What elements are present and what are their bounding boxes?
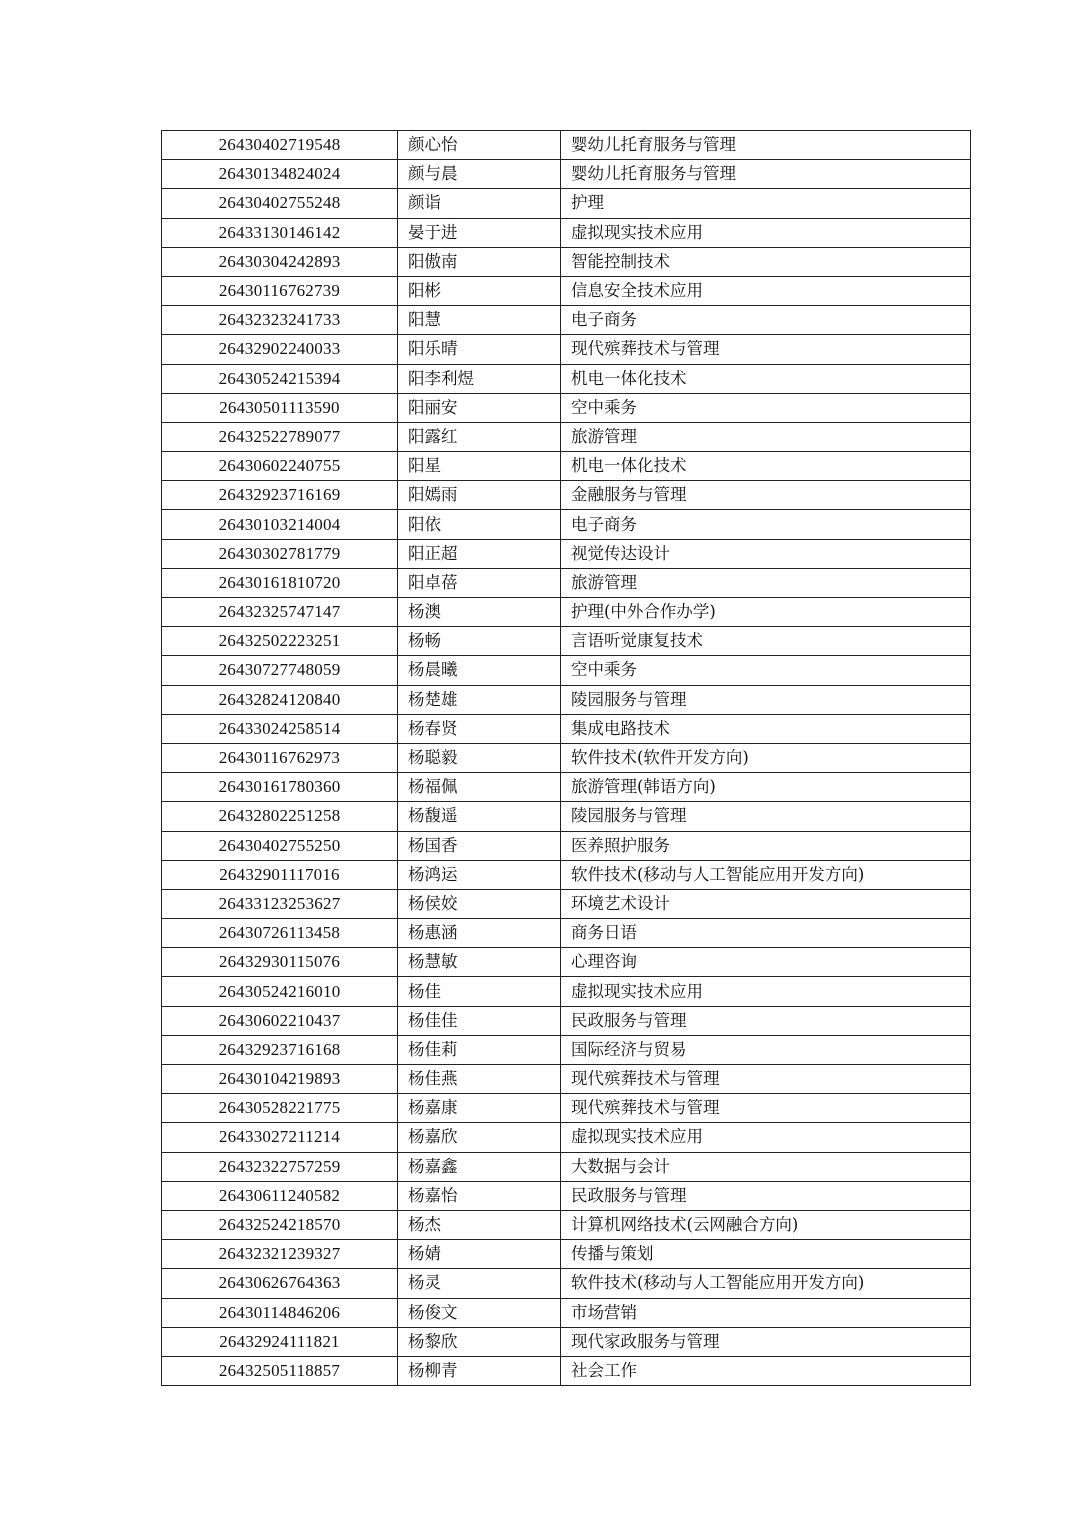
student-major-cell: 国际经济与贸易 [561,1035,971,1064]
student-id-cell: 26432923716168 [162,1035,398,1064]
student-name-cell: 杨国香 [398,831,561,860]
table-row [162,889,971,918]
student-name-cell: 杨馥遥 [398,802,561,831]
student-name-cell: 杨佳 [398,977,561,1006]
student-id-cell: 26430302781779 [162,539,398,568]
student-name-cell: 杨灵 [398,1269,561,1298]
table-row [162,1210,971,1239]
student-id-cell: 26430501113590 [162,393,398,422]
table-row [162,218,971,247]
table-row [162,160,971,189]
table-row [162,1181,971,1210]
table-row [162,1123,971,1152]
student-id-cell: 26433130146142 [162,218,398,247]
student-name-cell: 杨慧敏 [398,948,561,977]
student-major-cell: 现代殡葬技术与管理 [561,335,971,364]
student-id-cell: 26430611240582 [162,1181,398,1210]
student-id-cell: 26430161780360 [162,773,398,802]
student-major-cell: 陵园服务与管理 [561,802,971,831]
student-id-cell: 26432505118857 [162,1356,398,1385]
student-major-cell: 现代家政服务与管理 [561,1327,971,1356]
student-id-cell: 26430402719548 [162,131,398,160]
student-major-cell: 金融服务与管理 [561,481,971,510]
student-major-cell: 机电一体化技术 [561,364,971,393]
student-id-cell: 26432901117016 [162,860,398,889]
student-id-cell: 26432824120840 [162,685,398,714]
student-major-cell: 电子商务 [561,510,971,539]
table-row [162,306,971,335]
student-id-cell: 26432924111821 [162,1327,398,1356]
student-major-cell: 现代殡葬技术与管理 [561,1094,971,1123]
student-major-cell: 社会工作 [561,1356,971,1385]
student-major-cell: 智能控制技术 [561,247,971,276]
student-name-cell: 阳卓蓓 [398,568,561,597]
student-major-cell: 商务日语 [561,919,971,948]
student-major-cell: 电子商务 [561,306,971,335]
student-name-cell: 颜诣 [398,189,561,218]
student-major-cell: 言语听觉康复技术 [561,627,971,656]
student-id-cell: 26430116762973 [162,743,398,772]
student-id-cell: 26430402755250 [162,831,398,860]
student-name-cell: 杨嘉怡 [398,1181,561,1210]
student-id-cell: 26430103214004 [162,510,398,539]
student-id-cell: 26432322757259 [162,1152,398,1181]
student-major-cell: 旅游管理 [561,422,971,451]
roster-table-body [162,131,971,1386]
student-major-cell: 旅游管理(韩语方向) [561,773,971,802]
student-major-cell: 护理 [561,189,971,218]
student-id-cell: 26430626764363 [162,1269,398,1298]
student-major-cell: 空中乘务 [561,393,971,422]
student-id-cell: 26430114846206 [162,1298,398,1327]
student-major-cell: 计算机网络技术(云网融合方向) [561,1210,971,1239]
student-major-cell: 集成电路技术 [561,714,971,743]
student-name-cell: 阳傲南 [398,247,561,276]
table-row [162,802,971,831]
student-id-cell: 26432522789077 [162,422,398,451]
student-major-cell: 心理咨询 [561,948,971,977]
table-row [162,1152,971,1181]
student-id-cell: 26432923716169 [162,481,398,510]
student-name-cell: 阳慧 [398,306,561,335]
table-row [162,1356,971,1385]
student-name-cell: 阳露红 [398,422,561,451]
table-row [162,568,971,597]
student-name-cell: 阳彬 [398,276,561,305]
student-major-cell: 信息安全技术应用 [561,276,971,305]
student-id-cell: 26430602210437 [162,1006,398,1035]
student-id-cell: 26430104219893 [162,1065,398,1094]
student-id-cell: 26430304242893 [162,247,398,276]
student-id-cell: 26432321239327 [162,1240,398,1269]
table-row [162,743,971,772]
student-name-cell: 杨佳燕 [398,1065,561,1094]
table-row [162,131,971,160]
student-major-cell: 传播与策划 [561,1240,971,1269]
student-major-cell: 婴幼儿托育服务与管理 [561,160,971,189]
student-name-cell: 杨聪毅 [398,743,561,772]
student-id-cell: 26432323241733 [162,306,398,335]
student-name-cell: 杨晨曦 [398,656,561,685]
student-name-cell: 杨嘉鑫 [398,1152,561,1181]
student-major-cell: 民政服务与管理 [561,1181,971,1210]
student-id-cell: 26432930115076 [162,948,398,977]
student-major-cell: 医养照护服务 [561,831,971,860]
student-major-cell: 视觉传达设计 [561,539,971,568]
table-row [162,481,971,510]
table-row [162,452,971,481]
table-row [162,1240,971,1269]
table-row [162,1327,971,1356]
student-id-cell: 26430727748059 [162,656,398,685]
student-id-cell: 26430161810720 [162,568,398,597]
table-row [162,977,971,1006]
table-row [162,685,971,714]
table-row [162,1035,971,1064]
student-name-cell: 杨柳青 [398,1356,561,1385]
student-name-cell: 杨佳佳 [398,1006,561,1035]
student-id-cell: 26432524218570 [162,1210,398,1239]
student-id-cell: 26430134824024 [162,160,398,189]
student-name-cell: 颜心怡 [398,131,561,160]
student-id-cell: 26430528221775 [162,1094,398,1123]
table-row [162,1094,971,1123]
table-row [162,189,971,218]
table-row [162,656,971,685]
student-major-cell: 软件技术(移动与人工智能应用开发方向) [561,860,971,889]
table-row [162,276,971,305]
student-name-cell: 晏于进 [398,218,561,247]
student-id-cell: 26430402755248 [162,189,398,218]
student-name-cell: 杨俊文 [398,1298,561,1327]
student-id-cell: 26432325747147 [162,598,398,627]
student-name-cell: 杨福佩 [398,773,561,802]
table-row [162,393,971,422]
student-name-cell: 杨黎欣 [398,1327,561,1356]
student-name-cell: 阳李利煜 [398,364,561,393]
student-name-cell: 杨澳 [398,598,561,627]
student-id-cell: 26433024258514 [162,714,398,743]
student-id-cell: 26433123253627 [162,889,398,918]
student-major-cell: 市场营销 [561,1298,971,1327]
student-major-cell: 民政服务与管理 [561,1006,971,1035]
student-name-cell: 杨杰 [398,1210,561,1239]
student-id-cell: 26430524215394 [162,364,398,393]
student-name-cell: 阳星 [398,452,561,481]
student-major-cell: 护理(中外合作办学) [561,598,971,627]
table-row [162,335,971,364]
student-id-cell: 26430116762739 [162,276,398,305]
student-major-cell: 陵园服务与管理 [561,685,971,714]
student-name-cell: 颜与晨 [398,160,561,189]
student-name-cell: 杨佳莉 [398,1035,561,1064]
student-major-cell: 空中乘务 [561,656,971,685]
student-name-cell: 阳丽安 [398,393,561,422]
table-row [162,1006,971,1035]
table-row [162,1269,971,1298]
student-major-cell: 虚拟现实技术应用 [561,977,971,1006]
table-row [162,1298,971,1327]
table-row [162,714,971,743]
student-name-cell: 杨春贤 [398,714,561,743]
table-row [162,422,971,451]
student-id-cell: 26430726113458 [162,919,398,948]
table-row [162,831,971,860]
student-major-cell: 机电一体化技术 [561,452,971,481]
student-name-cell: 杨嘉康 [398,1094,561,1123]
student-name-cell: 阳嫣雨 [398,481,561,510]
table-row [162,598,971,627]
student-name-cell: 杨楚雄 [398,685,561,714]
student-id-cell: 26432502223251 [162,627,398,656]
student-name-cell: 阳乐晴 [398,335,561,364]
student-name-cell: 杨嘉欣 [398,1123,561,1152]
table-row [162,627,971,656]
student-major-cell: 软件技术(移动与人工智能应用开发方向) [561,1269,971,1298]
student-major-cell: 现代殡葬技术与管理 [561,1065,971,1094]
student-major-cell: 虚拟现实技术应用 [561,218,971,247]
table-row [162,919,971,948]
table-row [162,510,971,539]
student-major-cell: 软件技术(软件开发方向) [561,743,971,772]
table-row [162,948,971,977]
student-major-cell: 环境艺术设计 [561,889,971,918]
student-name-cell: 杨婧 [398,1240,561,1269]
student-id-cell: 26433027211214 [162,1123,398,1152]
table-row [162,247,971,276]
student-name-cell: 阳依 [398,510,561,539]
table-row [162,1065,971,1094]
student-name-cell: 杨鸿运 [398,860,561,889]
student-id-cell: 26430602240755 [162,452,398,481]
student-roster-table [161,130,971,1386]
student-name-cell: 阳正超 [398,539,561,568]
student-name-cell: 杨惠涵 [398,919,561,948]
table-row [162,773,971,802]
student-major-cell: 旅游管理 [561,568,971,597]
student-id-cell: 26432802251258 [162,802,398,831]
student-major-cell: 婴幼儿托育服务与管理 [561,131,971,160]
table-row [162,539,971,568]
student-id-cell: 26430524216010 [162,977,398,1006]
student-major-cell: 大数据与会计 [561,1152,971,1181]
table-row [162,364,971,393]
student-name-cell: 杨侯姣 [398,889,561,918]
table-row [162,860,971,889]
student-name-cell: 杨畅 [398,627,561,656]
student-id-cell: 26432902240033 [162,335,398,364]
student-major-cell: 虚拟现实技术应用 [561,1123,971,1152]
